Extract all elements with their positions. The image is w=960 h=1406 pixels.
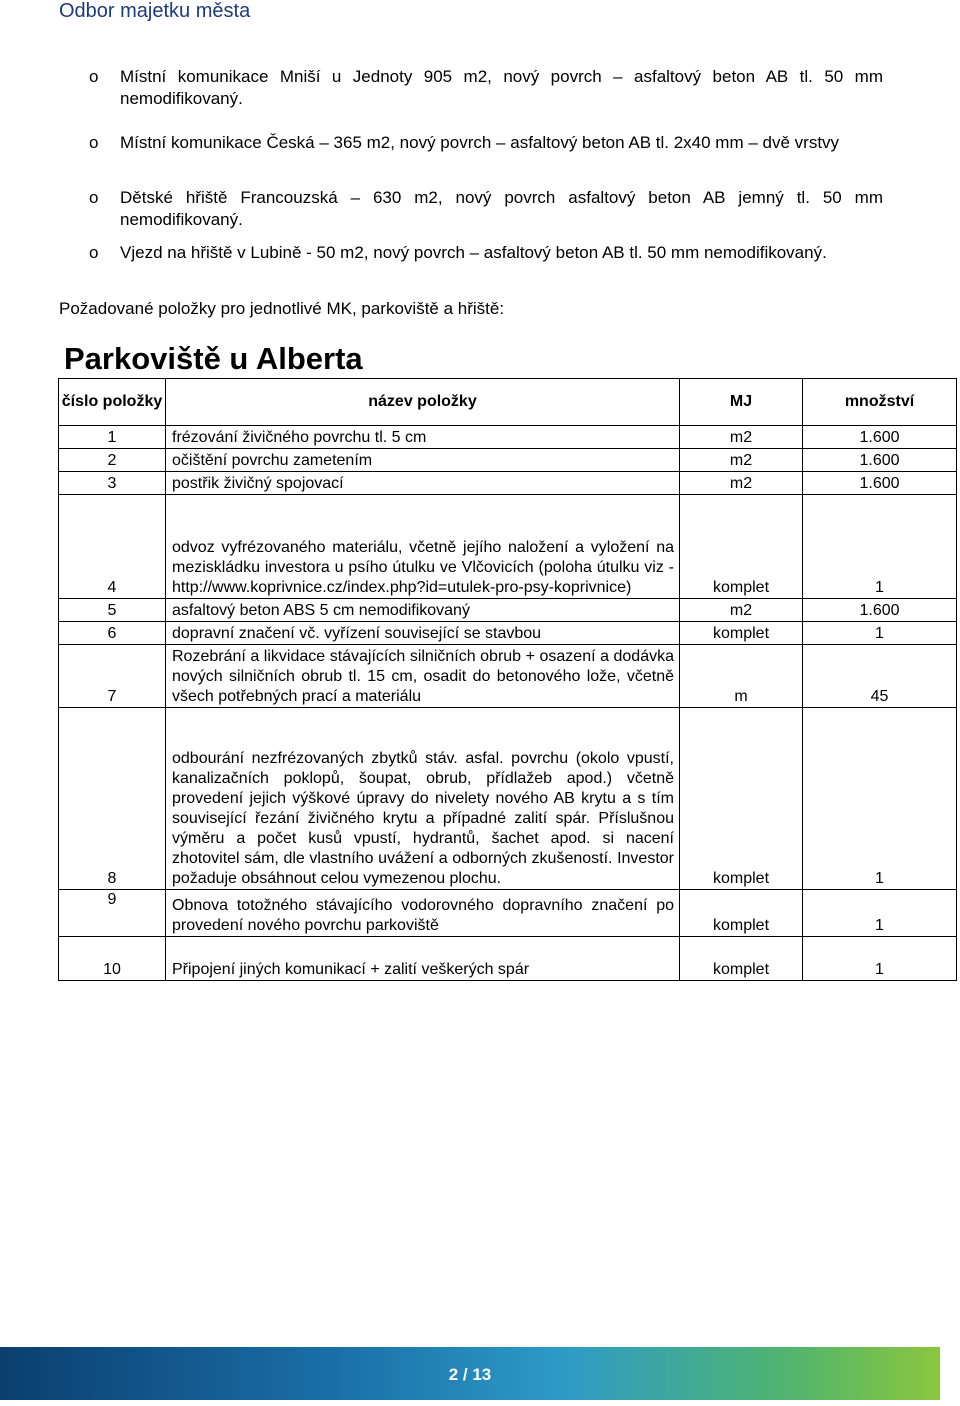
table-header-row: [59, 379, 957, 426]
table-row: [59, 426, 957, 449]
header-num: číslo položky: [59, 379, 166, 426]
row-num: 10: [59, 937, 166, 981]
row-name-text: frézování živičného povrchu tl. 5 cm: [172, 429, 427, 446]
header-name: název položky: [166, 379, 680, 426]
row-name: [166, 495, 680, 599]
section-title: Parkoviště u Alberta: [64, 341, 363, 376]
header-qty: množství: [803, 379, 957, 426]
row-name-text: postřik živičný spojovací: [172, 475, 344, 492]
bullet-text: Místní komunikace Mniší u Jednoty 905 m2, nový povrch – asfaltový beton AB tl. 50 mm nemodifikovaný.: [120, 67, 883, 108]
bullet-mark: o: [89, 67, 99, 86]
row-mj: m2: [680, 449, 803, 472]
row-qty: 1: [803, 890, 957, 937]
bullet-text: Dětské hřiště Francouzská – 630 m2, nový povrch asfaltový beton AB jemný tl. 50 mm nemodifikovaný.: [120, 188, 883, 229]
row-name: [166, 890, 680, 937]
row-name-text: Rozebrání a likvidace stávajících silničních obrub + osazení a dodávka nových silničních obrub tl. 15 cm, osadit do betonového lože, včetně všech potřebných prací a materiálu: [172, 648, 674, 705]
row-qty: 1.600: [803, 426, 957, 449]
bullet-mark: o: [89, 243, 99, 262]
row-num: 8: [59, 708, 166, 890]
table-row: [59, 472, 957, 495]
row-qty: 1: [803, 495, 957, 599]
row-qty: 1: [803, 622, 957, 645]
row-num: 6: [59, 622, 166, 645]
row-qty: 1: [803, 708, 957, 890]
row-name: [166, 937, 680, 981]
row-name: [166, 449, 680, 472]
row-name: [166, 599, 680, 622]
row-name-text: asfaltový beton ABS 5 cm nemodifikovaný: [172, 602, 470, 619]
bullet-mark: o: [89, 188, 99, 207]
row-name-text: Připojení jiných komunikací + zalití veškerých spár: [172, 961, 530, 978]
bullet-mark: o: [89, 133, 99, 152]
table-row: [59, 599, 957, 622]
row-mj: komplet: [680, 622, 803, 645]
row-mj: komplet: [680, 890, 803, 937]
row-name-text: očištění povrchu zametením: [172, 452, 373, 469]
row-name: [166, 708, 680, 890]
row-name-text: Obnova totožného stávajícího vodorovného dopravního značení po provedení nového povrchu parkoviště: [172, 897, 674, 934]
bullet-text: Vjezd na hřiště v Lubině - 50 m2, nový povrch – asfaltový beton AB tl. 50 mm nemodifikovaný.: [120, 243, 827, 262]
row-name-text: odbourání nezfrézovaných zbytků stáv. asfal. povrchu (okolo vpustí, kanalizačních poklopů, šoupat, obrub, přídlažeb apod.) včetně provedení jejich výškové úpravy do nivelety nového AB krytu a s tím související řezání živičného krytu a případné zalití spár. Příslušnou výměru a počet kusů vpustí, hydrantů, šachet apod. si nacení zhotovitel sám, dle vlastního uvážení a odborných zkušeností. Investor požaduje obsáhnout celou vymezenou plochu.: [172, 750, 674, 887]
row-num: 5: [59, 599, 166, 622]
row-mj: komplet: [680, 708, 803, 890]
row-num: 2: [59, 449, 166, 472]
row-name: [166, 472, 680, 495]
page-number: 2 / 13: [448, 1365, 492, 1384]
row-qty: 1.600: [803, 599, 957, 622]
row-num: 7: [59, 645, 166, 708]
table-row: [59, 449, 957, 472]
row-name-text: dopravní značení vč. vyřízení související se stavbou: [172, 625, 542, 642]
row-name: [166, 426, 680, 449]
header-mj: MJ: [680, 379, 803, 426]
table-row: [59, 708, 957, 890]
row-mj: komplet: [680, 937, 803, 981]
row-name: [166, 622, 680, 645]
row-mj: komplet: [680, 495, 803, 599]
row-mj: m2: [680, 426, 803, 449]
table-row: [59, 645, 957, 708]
row-mj: m: [680, 645, 803, 708]
row-qty: 1.600: [803, 449, 957, 472]
items-table: [58, 378, 957, 981]
row-num: 3: [59, 472, 166, 495]
row-qty: 1.600: [803, 472, 957, 495]
row-mj: m2: [680, 599, 803, 622]
row-qty: 45: [803, 645, 957, 708]
row-num: 9: [59, 890, 166, 937]
row-name: [166, 645, 680, 708]
row-mj: m2: [680, 472, 803, 495]
table-row: [59, 622, 957, 645]
intro-text: Požadované položky pro jednotlivé MK, parkoviště a hřiště:: [59, 299, 505, 318]
table-row: [59, 495, 957, 599]
page-header-title: Odbor majetku města: [59, 0, 251, 22]
row-name-text: odvoz vyfrézovaného materiálu, včetně jejího naložení a vyložení na meziskládku investora u psího útulku ve Vlčovicích (poloha útulku viz - http://www.koprivnice.cz/index.php?id=utulek-pro-psy-koprivnice): [172, 539, 674, 596]
row-num: 1: [59, 426, 166, 449]
table-row: [59, 937, 957, 981]
table-row: [59, 890, 957, 937]
row-qty: 1: [803, 937, 957, 981]
bullet-text: Místní komunikace Česká – 365 m2, nový povrch – asfaltový beton AB tl. 2x40 mm – dvě vrstvy: [120, 133, 840, 152]
row-num: 4: [59, 495, 166, 599]
